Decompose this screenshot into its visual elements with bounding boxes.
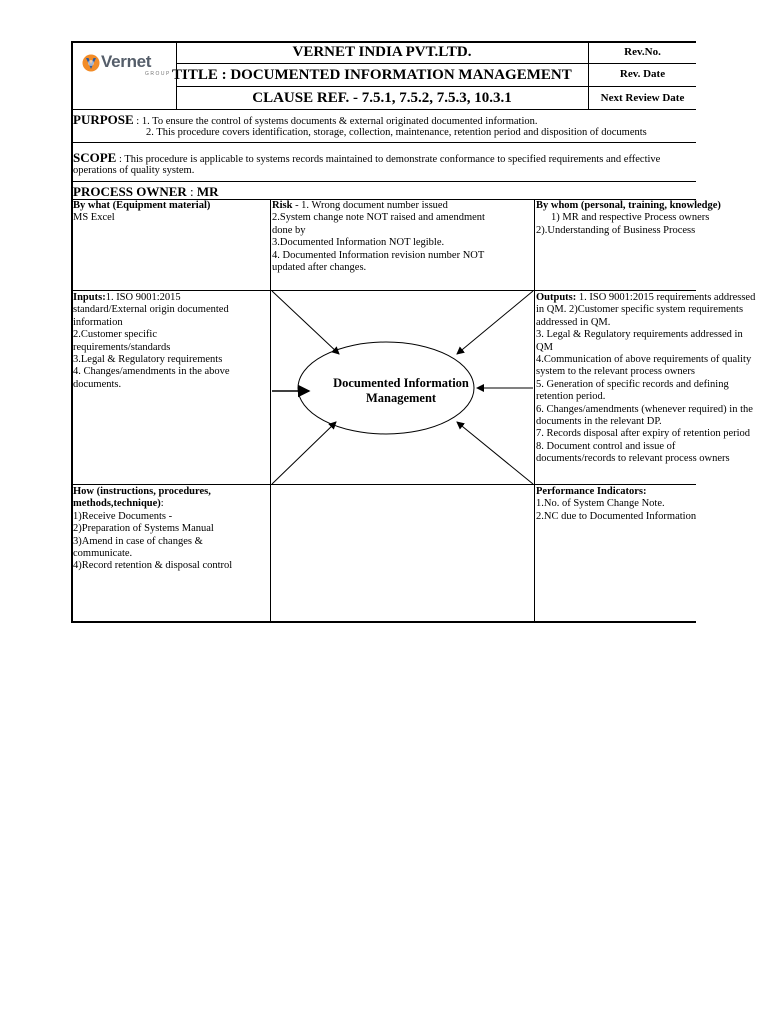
procedure-document xyxy=(71,41,756,623)
risk-heading: Risk xyxy=(272,200,293,211)
arrow-top-left xyxy=(272,291,339,354)
by-what-heading: By what (Equipment material) xyxy=(73,200,211,211)
inputs-line: documents. xyxy=(73,378,122,390)
by-what-cell xyxy=(73,200,268,225)
header-row-2 xyxy=(176,86,696,87)
by-whom-cell xyxy=(536,200,721,237)
process-owner-value: MR xyxy=(196,184,219,199)
inputs-line: 3.Legal & Regulatory requirements xyxy=(73,354,223,366)
performance-cell xyxy=(536,486,696,523)
document-title: TITLE : DOCUMENTED INFORMATION MANAGEMENT xyxy=(172,67,572,83)
process-owner-row xyxy=(73,183,219,201)
next-review-label: Next Review Date xyxy=(600,92,685,104)
rev-date-label: Rev. Date xyxy=(619,68,666,80)
by-whom-line: 2).Understanding of Business Process xyxy=(536,224,696,236)
risk-line: 2.System change note NOT raised and amendment xyxy=(272,212,485,224)
scope-label: SCOPE xyxy=(73,150,117,165)
performance-heading: Performance Indicators: xyxy=(536,486,647,497)
how-heading-line-2: methods,technique) xyxy=(73,498,161,510)
header-bottom xyxy=(71,109,696,110)
outputs-line: system to the relevant process owners xyxy=(536,366,695,378)
how-heading-line-1: How (instructions, procedures, xyxy=(73,486,211,497)
outputs-line: QM xyxy=(536,341,553,353)
purpose-label: PURPOSE xyxy=(73,112,134,127)
outputs-line-1: 1. ISO 9001:2015 requirements addressed xyxy=(576,292,756,303)
inputs-line-1: 1. ISO 9001:2015 xyxy=(105,292,181,303)
scope-line-2: operations of quality system. xyxy=(73,165,195,176)
inputs-line: standard/External origin documented xyxy=(73,304,229,316)
logo-text: Vernet xyxy=(101,52,152,71)
outputs-heading: Outputs: xyxy=(536,292,577,303)
by-what-item: MS Excel xyxy=(73,212,115,224)
outputs-line: 5. Generation of specific records and defining xyxy=(536,378,729,390)
company-name: VERNET INDIA PVT.LTD. xyxy=(292,44,472,60)
how-cell xyxy=(73,486,269,573)
purpose-separator: : xyxy=(133,116,142,127)
outputs-line: retention period. xyxy=(536,391,606,403)
clause-reference: CLAUSE REF. - 7.5.1, 7.5.2, 7.5.3, 10.3.1 xyxy=(252,90,512,106)
outputs-line: 6. Changes/amendments (whenever required) in the xyxy=(536,403,753,415)
process-name-line-2: Management xyxy=(365,390,437,405)
border-top xyxy=(71,41,696,43)
inputs-heading: Inputs: xyxy=(73,292,106,303)
by-whom-heading: By whom (personal, training, knowledge) xyxy=(536,200,721,211)
risk-line: 4. Documented Information revision number NOT xyxy=(272,249,485,261)
outputs-line: 7. Records disposal after expiry of retention period xyxy=(536,428,751,440)
outputs-line: in QM. 2)Customer specific system requirements xyxy=(536,304,744,316)
process-owner-separator: : xyxy=(186,184,197,199)
purpose-bottom xyxy=(71,142,696,143)
purpose-line-1: 1. To ensure the control of systems documents & external originated documented information. xyxy=(141,116,538,127)
col-divider-2 xyxy=(534,199,535,623)
how-line: 4)Record retention & disposal control xyxy=(73,560,233,572)
risk-line: updated after changes. xyxy=(272,262,367,274)
scope-line-1: This procedure is applicable to systems records maintained to demonstrate conformance to specified requirements and effective xyxy=(124,154,661,165)
arrow-bottom-left xyxy=(272,422,336,484)
performance-line: 1.No. of System Change Note. xyxy=(536,498,665,510)
how-line: 2)Preparation of Systems Manual xyxy=(73,523,214,535)
risk-line: 3.Documented Information NOT legible. xyxy=(272,237,445,249)
scope-separator: : xyxy=(116,154,125,165)
risk-line: done by xyxy=(272,224,306,236)
process-name-line-1: Documented Information xyxy=(333,376,469,390)
arrow-bottom-right xyxy=(457,422,533,484)
how-line: 3)Amend in case of changes & xyxy=(73,535,203,547)
risk-line-1: - 1. Wrong document number issued xyxy=(292,200,448,211)
how-line: communicate. xyxy=(73,548,133,560)
header-row-1 xyxy=(176,63,696,64)
outputs-cell xyxy=(536,292,756,466)
vernet-logo-icon xyxy=(82,53,100,73)
process-diagram xyxy=(271,291,534,484)
scope-bottom xyxy=(71,181,696,182)
border-bottom xyxy=(71,621,696,623)
outputs-line: documents in the relevant DP. xyxy=(536,416,662,428)
risk-cell xyxy=(272,200,533,274)
by-whom-line: 1) MR and respective Process owners xyxy=(551,212,710,224)
outputs-line: 8. Document control and issue of xyxy=(536,440,676,452)
outputs-line: documents/records to relevant process owners xyxy=(536,453,730,465)
outputs-line: 4.Communication of above requirements of quality xyxy=(536,354,752,366)
rev-no-label: Rev.No. xyxy=(624,46,661,58)
inputs-line: information xyxy=(73,316,123,328)
inputs-cell xyxy=(73,292,269,391)
inputs-line: 4. Changes/amendments in the above xyxy=(73,366,230,378)
process-ellipse-label xyxy=(311,376,491,405)
how-heading-colon: : xyxy=(160,498,164,510)
inputs-line: requirements/standards xyxy=(73,341,171,353)
outputs-line: addressed in QM. xyxy=(536,316,611,328)
logo-subtext: GROUP xyxy=(145,71,171,77)
performance-line: 2.NC due to Documented Information xyxy=(536,510,697,522)
purpose-line-2: 2. This procedure covers identification, storage, collection, maintenance, retention period and disposition of documents xyxy=(146,127,647,138)
row2-bottom xyxy=(71,484,696,485)
inputs-line: 2.Customer specific xyxy=(73,329,157,341)
process-owner-label: PROCESS OWNER xyxy=(73,184,187,199)
how-line: 1)Receive Documents - xyxy=(73,510,173,522)
outputs-line: 3. Legal & Regulatory requirements addressed in xyxy=(536,329,743,341)
arrow-top-right xyxy=(457,291,533,354)
